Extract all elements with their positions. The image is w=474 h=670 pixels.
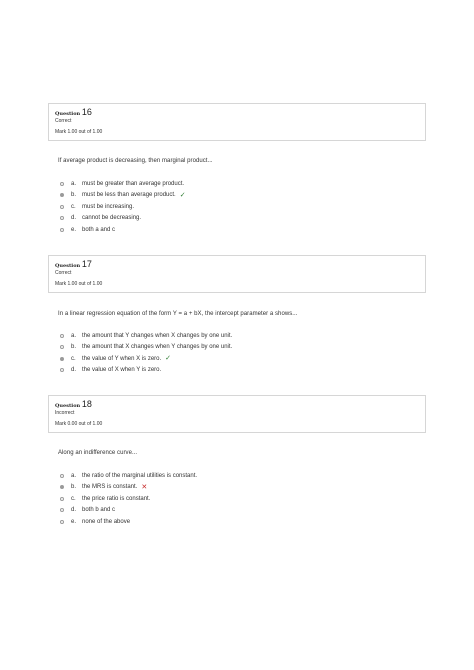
radio-button[interactable]: [60, 508, 64, 512]
question-label: Question: [55, 111, 81, 117]
option-letter: d.: [71, 507, 77, 514]
radio-button[interactable]: [60, 497, 64, 501]
option-letter: b.: [71, 344, 77, 351]
radio-button[interactable]: [60, 368, 64, 372]
option-text: both b and c: [82, 507, 116, 514]
question-label: Question: [55, 403, 81, 409]
radio-button[interactable]: [60, 228, 64, 232]
answer-option[interactable]: [60, 493, 360, 505]
answer-option[interactable]: [60, 342, 360, 354]
answer-option[interactable]: [60, 505, 360, 517]
question-state: Incorrect: [55, 410, 75, 416]
option-text: must be increasing.: [82, 203, 135, 210]
question-18-answers: [60, 470, 360, 528]
option-text: must be greater than average product.: [82, 180, 185, 187]
question-number-value: 18: [81, 399, 92, 409]
question-17-answers: [60, 330, 360, 376]
radio-button[interactable]: [60, 182, 64, 186]
radio-button[interactable]: [60, 205, 64, 209]
option-letter: c.: [71, 495, 76, 502]
answer-option[interactable]: [60, 201, 360, 213]
option-text: both a and c: [82, 226, 116, 233]
option-text: the amount that X changes when Y changes by one unit.: [82, 344, 233, 351]
cross-icon: ✕: [141, 483, 148, 491]
question-16-info: [48, 103, 426, 141]
radio-button[interactable]: [60, 345, 64, 349]
question-number-value: 16: [81, 107, 92, 117]
option-text: must be less than average product.: [82, 192, 176, 199]
answer-option[interactable]: [60, 330, 360, 342]
radio-button[interactable]: [60, 474, 64, 478]
answer-option[interactable]: [60, 470, 360, 482]
answer-option[interactable]: [60, 178, 360, 190]
question-grade: Mark 0.00 out of 1.00: [55, 421, 103, 427]
question-16-text: If average product is decreasing, then marginal product...: [58, 158, 213, 164]
option-text: the ratio of the marginal utilities is constant.: [82, 472, 198, 479]
checkmark-icon: ✓: [165, 355, 172, 363]
question-number: [55, 399, 419, 409]
option-text: none of the above: [82, 518, 131, 525]
option-letter: a.: [71, 472, 77, 479]
option-letter: e.: [71, 226, 77, 233]
option-text: the MRS is constant.: [82, 484, 138, 491]
option-text: the price ratio is constant.: [82, 495, 151, 502]
option-letter: d.: [71, 215, 77, 222]
question-number: [55, 107, 419, 117]
option-letter: a.: [71, 332, 77, 339]
question-17-text: In a linear regression equation of the form Y = a + bX, the intercept parameter a shows...: [58, 311, 298, 317]
option-text: the value of X when Y is zero.: [82, 367, 162, 374]
radio-button[interactable]: [60, 520, 64, 524]
option-text: the value of Y when X is zero.: [82, 355, 162, 362]
option-letter: e.: [71, 518, 77, 525]
question-17-info: [48, 255, 426, 293]
question-number-value: 17: [81, 259, 92, 269]
option-letter: b.: [71, 192, 77, 199]
radio-button[interactable]: [60, 485, 64, 489]
option-letter: a.: [71, 180, 77, 187]
radio-button[interactable]: [60, 216, 64, 220]
answer-option[interactable]: [60, 365, 360, 377]
answer-option[interactable]: [60, 516, 360, 528]
checkmark-icon: ✓: [179, 191, 186, 199]
answer-option[interactable]: [60, 353, 360, 365]
answer-option[interactable]: [60, 213, 360, 225]
question-label: Question: [55, 263, 81, 269]
question-18-text: Along an indifference curve...: [58, 450, 138, 456]
option-letter: c.: [71, 203, 76, 210]
question-16-answers: [60, 178, 360, 236]
radio-button[interactable]: [60, 334, 64, 338]
option-text: cannot be decreasing.: [82, 215, 142, 222]
answer-option[interactable]: [60, 190, 360, 202]
question-grade: Mark 1.00 out of 1.00: [55, 129, 103, 135]
radio-button[interactable]: [60, 357, 64, 361]
radio-button[interactable]: [60, 193, 64, 197]
answer-option[interactable]: [60, 224, 360, 236]
option-letter: c.: [71, 355, 76, 362]
question-number: [55, 259, 419, 269]
question-grade: Mark 1.00 out of 1.00: [55, 281, 103, 287]
question-state: Correct: [55, 270, 72, 276]
option-letter: b.: [71, 484, 77, 491]
option-text: the amount that Y changes when X changes by one unit.: [82, 332, 233, 339]
question-18-info: [48, 395, 426, 433]
option-letter: d.: [71, 367, 77, 374]
question-state: Correct: [55, 118, 72, 124]
answer-option[interactable]: [60, 482, 360, 494]
